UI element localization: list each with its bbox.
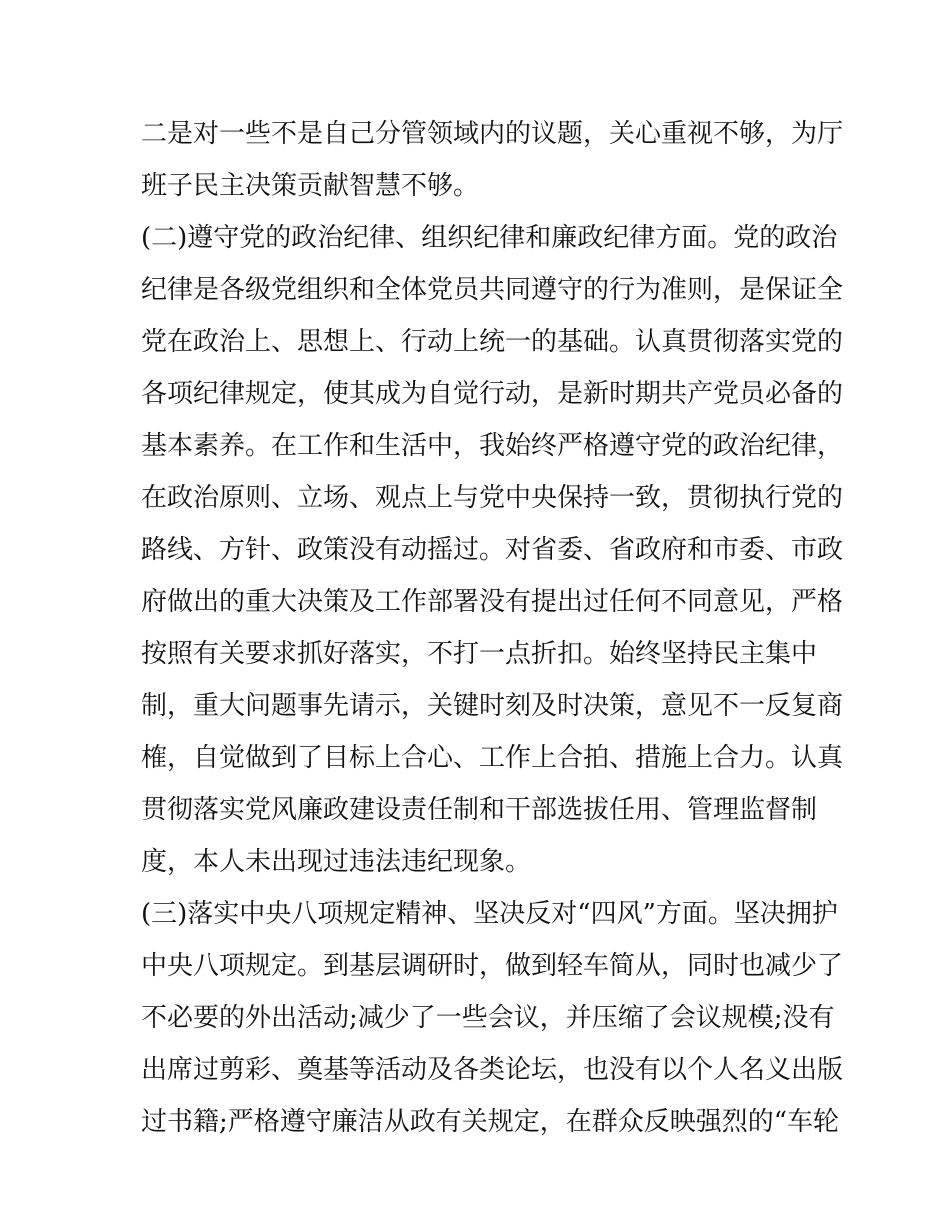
text-line: 制，重大问题事先请示，关键时刻及时决策，意见不一反复商: [141, 691, 844, 721]
text-line: 度，本人未出现过违法违纪现象。: [141, 847, 532, 877]
text-line: 出席过剪彩、奠基等活动及各类论坛，也没有以个人名义出版: [141, 1055, 844, 1085]
text-line: 路线、方针、政策没有动摇过。对省委、省政府和市委、市政: [141, 535, 844, 565]
text-line: 按照有关要求抓好落实，不打一点折扣。始终坚持民主集中: [141, 639, 818, 669]
text-line: 纪律是各级党组织和全体党员共同遵守的行为准则，是保证全: [141, 275, 844, 305]
text-line: 基本素养。在工作和生活中，我始终严格遵守党的政治纪律，: [141, 431, 844, 461]
section-heading-line: (三)落实中央八项规定精神、坚决反对“四风”方面。坚决拥护: [141, 899, 838, 929]
text-line: 二是对一些不是自己分管领域内的议题，关心重视不够，为厅: [141, 119, 844, 149]
text-line: 中央八项规定。到基层调研时，做到轻车简从，同时也减少了: [141, 951, 844, 981]
text-line: 党在政治上、思想上、行动上统一的基础。认真贯彻落实党的: [141, 327, 844, 357]
text-line: 各项纪律规定，使其成为自觉行动，是新时期共产党员必备的: [141, 379, 844, 409]
text-line: 不必要的外出活动;减少了一些会议，并压缩了会议规模;没有: [141, 1003, 835, 1033]
text-line: 榷，自觉做到了目标上合心、工作上合拍、措施上合力。认真: [141, 743, 844, 773]
text-line: 贯彻落实党风廉政建设责任制和干部选拔任用、管理监督制: [141, 795, 818, 825]
text-line: 府做出的重大决策及工作部署没有提出过任何不同意见，严格: [141, 587, 844, 617]
text-line: 在政治原则、立场、观点上与党中央保持一致，贯彻执行党的: [141, 483, 844, 513]
text-line: 过书籍;严格遵守廉洁从政有关规定，在群众反映强烈的“车轮: [141, 1107, 840, 1137]
section-heading-line: (二)遵守党的政治纪律、组织纪律和廉政纪律方面。党的政治: [141, 223, 838, 253]
body-text: [141, 108, 844, 1148]
text-line: 班子民主决策贡献智慧不够。: [141, 171, 480, 201]
